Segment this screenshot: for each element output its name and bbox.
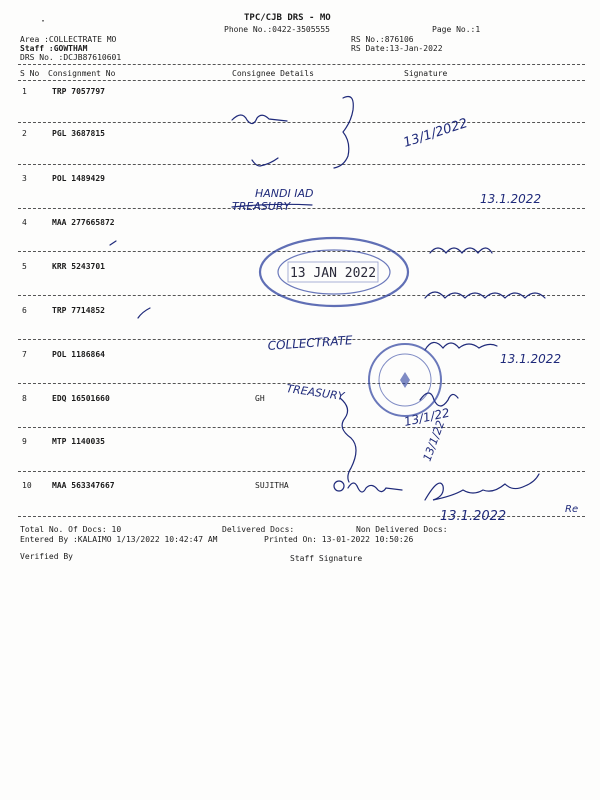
tamil-signature — [425, 342, 497, 350]
row2-signature-date: 13/1/2022 — [401, 115, 470, 151]
row-sno: 8 — [22, 394, 27, 403]
row-consignment: POL 1489429 — [52, 174, 105, 183]
row-sno: 5 — [22, 262, 27, 271]
staff-name: GOWTHAM — [53, 44, 88, 53]
col-signature: Signature — [404, 69, 448, 78]
tamil-signature — [430, 248, 492, 253]
col-consignee: Consignee Details — [232, 69, 314, 78]
phone-number: Phone No.:0422-3505555 — [224, 25, 330, 34]
non-delivered-docs: Non Delivered Docs: — [356, 525, 448, 534]
row7-handwritten-note: COLLECTRATE — [267, 333, 354, 353]
row10-signature-note: Re — [565, 504, 579, 515]
tamil-signature — [425, 292, 545, 298]
page-number: Page No.:1 — [432, 25, 481, 34]
row-consignee: GH — [255, 394, 265, 403]
date-stamp — [260, 238, 408, 306]
area-label: Area :COLLECTRATE MO — [20, 35, 117, 44]
stamp-date: 13 JAN 2022 — [289, 266, 377, 281]
printed-on: Printed On: 13-01-2022 10:50:26 — [264, 535, 414, 544]
staff-signature: Staff Signature — [290, 554, 363, 563]
page-dot: · — [40, 16, 47, 27]
row10-signature-date: 13.1.2022 — [440, 509, 507, 524]
signature-tick — [252, 158, 278, 166]
row-sno: 3 — [22, 174, 27, 183]
row-sno: 6 — [22, 306, 27, 315]
row-consignment: MAA 277665872 — [52, 218, 115, 227]
col-sno: S No — [20, 69, 40, 78]
row-consignment: TRP 7057797 — [52, 87, 105, 96]
recipient-signature — [425, 474, 539, 500]
sheet-title: TPC/CJB DRS - MO — [244, 13, 331, 23]
row-consignment: MTP 1140035 — [52, 437, 105, 446]
signature-circle — [334, 481, 344, 491]
tick-mark — [110, 241, 116, 245]
row-consignee: SUJITHA — [255, 481, 289, 490]
signature-bracket — [340, 398, 356, 482]
tick-mark — [138, 308, 150, 318]
signature-bracket — [334, 97, 353, 169]
staff-label: Staff : — [20, 44, 54, 53]
row-sno: 1 — [22, 87, 27, 96]
row-consignment: MAA 563347667 — [52, 481, 115, 490]
signature-scribble — [348, 483, 402, 492]
row-consignment: POL 1186864 — [52, 350, 105, 359]
officer-seal — [369, 344, 441, 416]
drs-number: DRS No. :DCJB87610601 — [20, 53, 122, 62]
row-consignment: PGL 3687815 — [52, 129, 105, 138]
signature-scribble — [232, 115, 287, 124]
entered-by: Entered By :KALAIMO 1/13/2022 10:42:47 AM — [20, 535, 218, 544]
verified-by: Verified By — [20, 552, 73, 561]
row8-signature-date: 13/1/22 — [402, 405, 451, 429]
row-sno: 2 — [22, 129, 27, 138]
row-sno: 9 — [22, 437, 27, 446]
row-sno: 7 — [22, 350, 27, 359]
row-consignment: KRR 5243701 — [52, 262, 105, 271]
row7-signature-date: 13.1.2022 — [500, 352, 562, 366]
row3-handwritten-note: HANDI IAD — [255, 187, 314, 200]
row-consignment: EDQ 16501660 — [52, 394, 110, 403]
row3-handwritten-note-2: TREASURY — [232, 200, 291, 213]
delivered-docs: Delivered Docs: — [222, 525, 295, 534]
col-consignment: Consignment No — [48, 69, 116, 78]
row8-handwritten-note: TREASURY — [285, 382, 346, 404]
rs-number: RS No.:876106 — [351, 35, 414, 44]
row-sno: 10 — [22, 481, 32, 490]
row-consignment: TRP 7714852 — [52, 306, 105, 315]
row-sno: 4 — [22, 218, 27, 227]
rs-date: RS Date:13-Jan-2022 — [351, 44, 443, 53]
total-docs: Total No. Of Docs: 10 — [20, 525, 122, 534]
row3-signature-date: 13.1.2022 — [480, 192, 542, 206]
row9-signature-date: 13/1/22 — [420, 418, 448, 464]
